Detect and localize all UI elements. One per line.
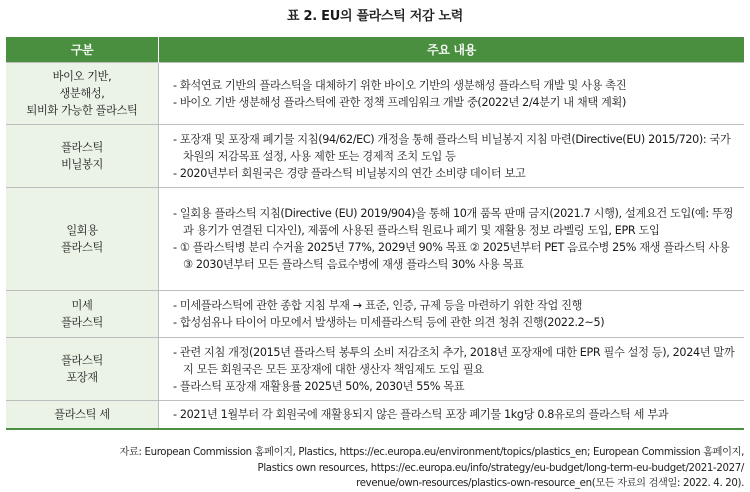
table-row [6,188,744,291]
table-row [6,401,744,429]
row-category [6,338,159,401]
row-content [159,401,745,429]
row-content [159,125,745,188]
row-category [6,63,159,125]
content-item: - 관련 지침 개정(2015년 플라스틱 봉투의 소비 저감조치 추가, 2018년 포장재에 대한 EPR 필수 설정 등), 2024년 말까지 모든 회원국은 모든 포장재에 대한 생산자 책임제도 도입 필요 [173,345,735,376]
content-item: - 플라스틱 포장재 재활용률 2025년 50%, 2030년 55% 목표 [173,379,465,393]
content-item: - 일회용 플라스틱 지침(Directive (EU) 2019/904)을 통해 10개 품목 판매 금지(2021.7 시행), 설계요건 도입(예: 뚜껑과 용기가 연결된 디자인), 제품에 사용된 플라스틱 원료나 폐기 및 재활용 정보 라벨링 도입, EPR 도입 [173,207,733,237]
category-line: 플라스틱 [61,316,103,329]
content-item: - 바이오 기반 생분해성 플라스틱에 관한 정책 프레임워크 개발 중(2022년 2/4분기 내 채택 계획) [173,95,626,109]
header-category: 구분 [6,37,159,63]
content-item: - ① 플라스틱병 분리 수거율 2025년 77%, 2029년 90% 목표 ② 2025년부터 PET 음료수병 25% 재생 플라스틱 사용 ③ 2030년부터 모든 플라스틱 음료수병에 재생 플라스틱 30% 사용 목표 [173,241,730,271]
source-line: revenue/own-resources/plastics-own-resource_en(모든 자료의 검색일: 2022. 4. 20). [356,478,744,489]
category-line: 바이오 기반, [52,70,112,83]
row-category [6,401,159,429]
table-row [6,291,744,338]
content-item: - 2021년 1월부터 각 회원국에 재활용되지 않은 플라스틱 포장 폐기물 1kg당 0.8유로의 플라스틱 세 부과 [173,407,669,421]
row-category [6,291,159,338]
category-line: 비닐봉지 [61,158,103,171]
row-content [159,188,745,291]
table-row [6,63,744,125]
category-line: 생분해성, [59,87,105,100]
row-category [6,125,159,188]
table-row [6,125,744,188]
content-item: - 미세플라스틱에 관한 종합 지침 부재 → 표준, 인증, 규제 등을 마련하기 위한 작업 진행 [173,299,583,312]
plastics-policy-table [6,37,744,430]
category-line: 퇴비화 가능한 플라스틱 [26,104,138,117]
row-content [159,291,745,338]
category-line: 플라스틱 세 [54,407,110,421]
source-line: 자료: European Commission 홈페이지, Plastics, https://ec.europa.eu/environment/topics/plastics_en; European Commission 홈페이지, [119,447,744,458]
row-content [159,63,745,125]
table-title: 표 2. EU의 플라스틱 저감 노력 [287,9,463,24]
content-item: - 2020년부터 회원국은 경량 플라스틱 비닐봉지의 연간 소비량 데이터 보고 [173,166,526,180]
category-line: 플라스틱 [61,141,103,154]
header-content: 주요 내용 [159,37,745,63]
table-header-row [6,37,744,63]
row-category [6,188,159,291]
category-line: 플라스틱 [61,354,103,367]
content-item: - 합성섬유나 타이어 마모에서 발생하는 미세플라스틱 등에 관한 의견 청취 진행(2022.2~5) [173,316,605,329]
category-line: 미세 [71,299,93,312]
source-line: Plastics own resources, https://ec.europa.eu/info/strategy/eu-budget/long-term-eu-budget/2021-2027/ [257,462,744,474]
category-line: 일회용 [66,224,98,237]
source-note [44,445,744,492]
category-line: 포장재 [66,371,98,384]
content-item: - 화석연료 기반의 플라스틱을 대체하기 위한 바이오 기반의 생분해성 플라스틱 개발 및 사용 촉진 [173,78,627,92]
table-row [6,338,744,401]
row-content [159,338,745,401]
content-item: - 포장재 및 포장재 폐기물 지침(94/62/EC) 개정을 통해 플라스틱 비닐봉지 지침 마련(Directive(EU) 2015/720): 국가 차원의 저감목표 설정, 사용 제한 또는 경제적 조치 도입 등 [173,132,731,163]
category-line: 플라스틱 [61,241,103,254]
